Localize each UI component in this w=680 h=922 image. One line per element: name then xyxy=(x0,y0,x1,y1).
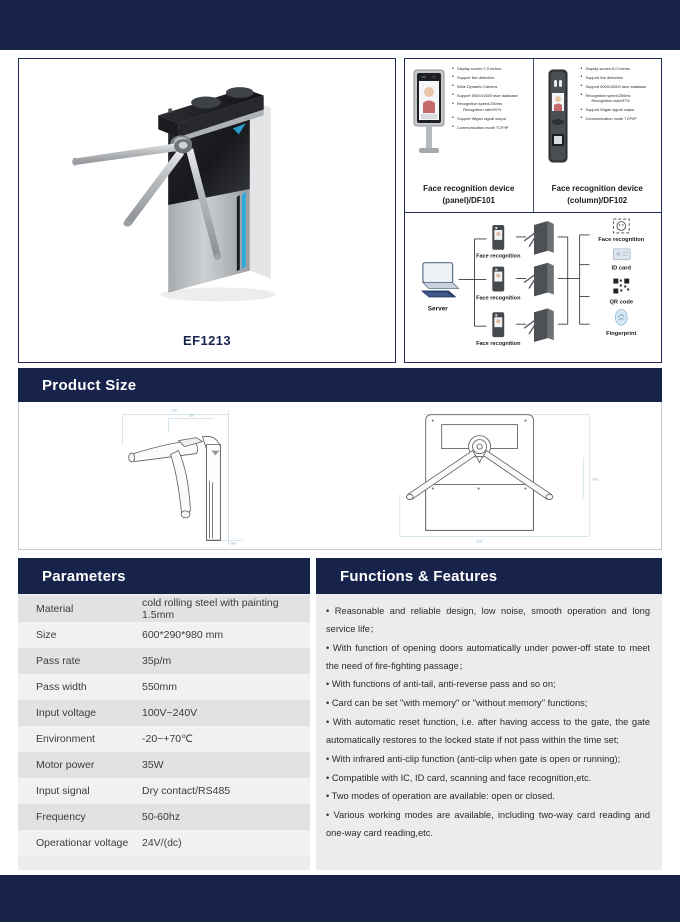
param-key: Input voltage xyxy=(36,707,97,719)
product-size-body xyxy=(18,402,662,550)
param-value: 600*290*980 mm xyxy=(142,629,224,641)
param-key: Motor power xyxy=(36,759,95,771)
face-device-cards xyxy=(405,59,661,213)
param-value: 550mm xyxy=(142,681,178,693)
turnstile-node xyxy=(524,263,554,297)
functions-panel xyxy=(316,558,662,870)
server-label: Server xyxy=(427,305,448,313)
table-row xyxy=(18,700,310,726)
functions-list xyxy=(316,594,662,870)
feature-item: • With function of opening doors automatically under power-off state to meet the need of fire-fighting passage； xyxy=(326,640,650,676)
param-value: -20~+70℃ xyxy=(142,733,193,745)
feature-item: • Compatible with IC, ID card, scanning and face recognition,etc. xyxy=(326,770,650,788)
output-label: QR code xyxy=(609,299,634,306)
product-photo-card xyxy=(18,58,396,363)
param-key: Material xyxy=(36,603,74,615)
table-row xyxy=(18,596,310,622)
feature-item: • With infrared anti-clip function (anti-clip when gate is open or running); xyxy=(326,751,650,769)
spec-item: • Display screen:5.0 inches xyxy=(581,66,659,72)
front-view-svg xyxy=(340,402,661,549)
df101-caption-line2: (panel)/DF101 xyxy=(442,196,495,205)
spec-item: • Support Wigan signal output xyxy=(581,107,659,113)
svg-text:980: 980 xyxy=(592,477,599,482)
device-card-df102 xyxy=(533,59,662,212)
spec-text: Recognition speed:250ms xyxy=(585,92,631,98)
node-label: Face recognition xyxy=(476,295,521,302)
server-icon xyxy=(421,263,459,298)
functions-header xyxy=(316,558,662,594)
drawing-front-view xyxy=(340,402,661,549)
output-label: ID card xyxy=(611,265,632,272)
face-recognition-icon xyxy=(613,219,629,233)
panel-device-icon xyxy=(410,68,448,160)
param-value: 50-60hz xyxy=(142,811,180,823)
df102-caption-line2: (column)/DF102 xyxy=(567,196,628,205)
spec-item xyxy=(452,101,530,112)
df101-caption xyxy=(408,180,530,212)
node-label: Face recognition xyxy=(476,253,521,260)
product-photo xyxy=(19,59,395,333)
svg-text:600: 600 xyxy=(476,539,483,544)
spec-item: • Support live detection xyxy=(452,75,530,81)
parameters-title: Parameters xyxy=(42,567,126,585)
product-size-header xyxy=(18,368,662,402)
table-row xyxy=(18,648,310,674)
accessories-panel xyxy=(404,58,662,363)
feature-item: • Card can be set "with memory" or "without memory" functions; xyxy=(326,695,650,713)
param-key: Pass rate xyxy=(36,655,81,667)
spec-text: Recognition speed:250ms xyxy=(457,101,502,107)
spec-item xyxy=(581,93,659,104)
param-key: Input signal xyxy=(36,785,90,797)
id-card-icon xyxy=(613,249,630,260)
df102-caption-line1: Face recognition device xyxy=(551,184,643,193)
functions-title: Functions & Features xyxy=(340,567,498,585)
param-key: Size xyxy=(36,629,57,641)
df101-image xyxy=(408,64,450,180)
feature-item: • Two modes of operation are available: open or closed. xyxy=(326,788,650,806)
turnstile-illustration xyxy=(19,59,395,333)
table-row xyxy=(18,778,310,804)
spec-item: • Support live detection xyxy=(581,75,659,81)
param-value: cold rolling steel with painting 1.5mm xyxy=(142,597,279,621)
spec-item: • Display screen:7.0 inches xyxy=(452,66,530,72)
df101-caption-line1: Face recognition device xyxy=(423,184,515,193)
spec-item: • Support Wigan signal output xyxy=(452,116,530,122)
product-size-title: Product Size xyxy=(42,376,137,394)
turnstile-node xyxy=(524,221,554,255)
feature-item: • With functions of anti-tail, anti-reverse pass and so on; xyxy=(326,676,650,694)
face-device-node xyxy=(492,267,504,292)
df101-spec-list xyxy=(452,64,530,180)
face-device-node xyxy=(492,312,504,337)
df102-spec-list xyxy=(581,64,659,180)
column-device-icon xyxy=(543,68,573,164)
node-label: Face recognition xyxy=(476,341,521,348)
table-row xyxy=(18,622,310,648)
output-label: Fingerprint xyxy=(606,331,637,338)
param-value: 35W xyxy=(142,759,164,771)
fingerprint-icon xyxy=(615,309,627,325)
param-key: Operationar voltage xyxy=(36,837,129,849)
product-model-label: EF1213 xyxy=(183,333,231,348)
table-row xyxy=(18,830,310,856)
drawing-side-view xyxy=(19,402,340,549)
spec-item: • Support 5000/10000 face database xyxy=(452,93,530,99)
top-color-band xyxy=(0,0,680,50)
parameters-panel xyxy=(18,558,310,870)
param-value: Dry contact/RS485 xyxy=(142,785,231,797)
bottom-color-band xyxy=(0,875,680,922)
feature-item: • With automatic reset function, i.e. after having access to the gate, the gate automatically restores to the locked state if not pass within the time set; xyxy=(326,714,650,750)
parameters-table xyxy=(18,594,310,870)
turnstile-node xyxy=(524,308,554,342)
spec-item: • Support 5000/10000 face database xyxy=(581,84,659,90)
system-topology-diagram xyxy=(405,213,661,362)
df102-caption xyxy=(537,180,659,212)
qr-code-icon xyxy=(613,279,629,294)
param-key: Environment xyxy=(36,733,95,745)
table-row xyxy=(18,752,310,778)
param-value: 100V~240V xyxy=(142,707,198,719)
spec-item: • Communication mode TCP/IP xyxy=(581,116,659,122)
parameters-header xyxy=(18,558,310,594)
spec-subtext: Recognition rate≥97% xyxy=(591,98,630,104)
feature-item: • Various working modes are available, including two-way card reading and one-way card reading,etc. xyxy=(326,807,650,843)
df102-image xyxy=(537,64,579,180)
table-row xyxy=(18,726,310,752)
param-value: 35p/m xyxy=(142,655,172,667)
param-key: Pass width xyxy=(36,681,87,693)
table-row xyxy=(18,804,310,830)
param-key: Frequency xyxy=(36,811,86,823)
device-card-df101 xyxy=(405,59,533,212)
output-label: Face recognition xyxy=(598,236,645,243)
svg-text:180: 180 xyxy=(188,413,195,418)
svg-text:980: 980 xyxy=(230,541,237,546)
spec-subtext: Recognition rate≥97% xyxy=(463,107,502,113)
svg-text:290: 290 xyxy=(171,408,178,413)
param-value: 24V/(dc) xyxy=(142,837,182,849)
side-view-svg xyxy=(19,402,340,549)
spec-item: • Wide Dynamic Camera xyxy=(452,84,530,90)
table-row xyxy=(18,674,310,700)
face-device-node xyxy=(492,225,504,250)
spec-item: • Communication mode TCP/IP xyxy=(452,125,530,131)
feature-item: • Reasonable and reliable design, low noise, smooth operation and long service life； xyxy=(326,603,650,639)
topology-svg xyxy=(409,217,657,358)
